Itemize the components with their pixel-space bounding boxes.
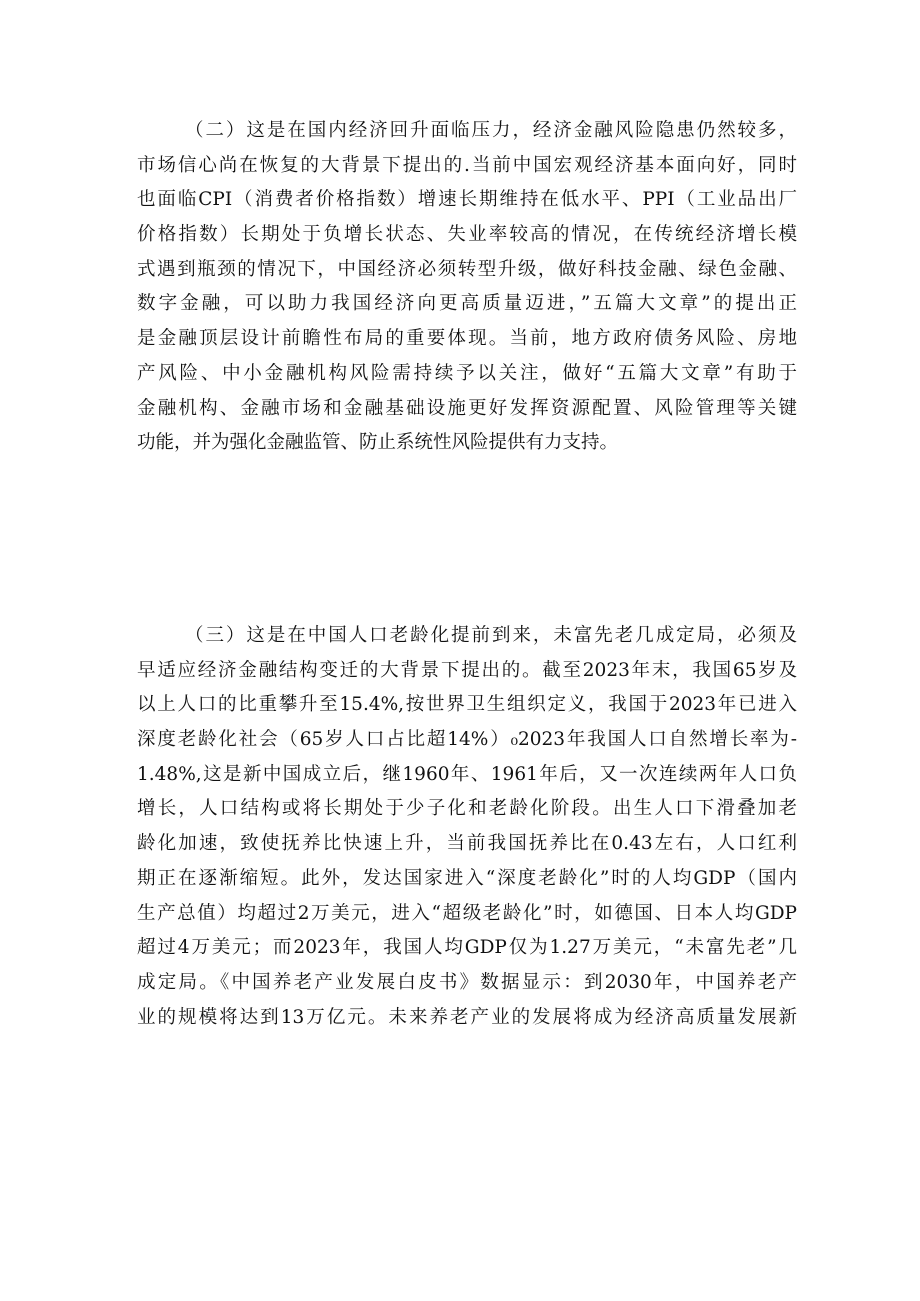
text-line: 式遇到瓶颈的情况下，中国经济必须转型升级，做好科技金融、绿色金融、 <box>137 258 797 280</box>
text-line: 金融机构、金融市场和金融基础设施更好发挥资源配置、风险管理等关键 <box>137 397 797 419</box>
paragraph-section-2 <box>137 114 797 461</box>
text-line: 产风险、中小金融机构风险需持续予以关注，做好“五篇大文章”有助于 <box>137 362 797 384</box>
text-line: 业的规模将达到13万亿元。未来养老产业的发展将成为经济高质量发展新 <box>137 1006 797 1028</box>
paragraph-section-3 <box>137 619 797 1035</box>
text-line: 龄化加速，致使抚养比快速上升，当前我国抚养比在0.43左右，人口红利 <box>137 833 797 855</box>
text-line: 深度老龄化社会（65岁人口占比超14%）₀2023年我国人口自然增长率为- <box>137 729 797 751</box>
text-line: 市场信心尚在恢复的大背景下提出的.当前中国宏观经济基本面向好，同时 <box>137 154 797 176</box>
text-line: （二）这是在国内经济回升面临压力，经济金融风险隐患仍然较多， <box>185 120 797 141</box>
text-line: 也面临CPI（消费者价格指数）增速长期维持在低水平、PPI（工业品出厂 <box>137 189 797 211</box>
text-line: 超过4万美元；而2023年，我国人均GDP仅为1.27万美元，“未富先老”几 <box>137 937 797 959</box>
text-line: 价格指数）长期处于负增长状态、失业率较高的情况，在传统经济增长模 <box>137 224 797 246</box>
text-line: 数字金融，可以助力我国经济向更高质量迈进，”五篇大文章”的提出正 <box>137 293 797 315</box>
text-line: （三）这是在中国人口老龄化提前到来，未富先老几成定局，必须及 <box>185 625 797 646</box>
text-line: 以上人口的比重攀升至15.4%,按世界卫生组织定义，我国于2023年已进入 <box>137 694 797 716</box>
text-line: 是金融顶层设计前瞻性布局的重要体现。当前，地方政府债务风险、房地 <box>137 328 797 350</box>
text-line: 期正在逐渐缩短。此外，发达国家进入“深度老龄化”时的人均GDP（国内 <box>137 867 797 889</box>
text-line: 增长，人口结构或将长期处于少子化和老龄化阶段。出生人口下滑叠加老 <box>137 798 797 820</box>
text-line: 1.48%,这是新中国成立后，继1960年、1961年后，又一次连续两年人口负 <box>137 763 797 785</box>
text-line: 功能，并为强化金融监管、防止系统性风险提供有力支持。 <box>137 432 619 454</box>
text-line: 生产总值）均超过2万美元，进入“超级老龄化”时，如德国、日本人均GDP <box>137 902 797 924</box>
text-line: 早适应经济金融结构变迁的大背景下提出的。截至2023年末，我国65岁及 <box>137 659 797 681</box>
text-line: 成定局。《中国养老产业发展白皮书》数据显示：到2030年，中国养老产 <box>137 971 797 993</box>
